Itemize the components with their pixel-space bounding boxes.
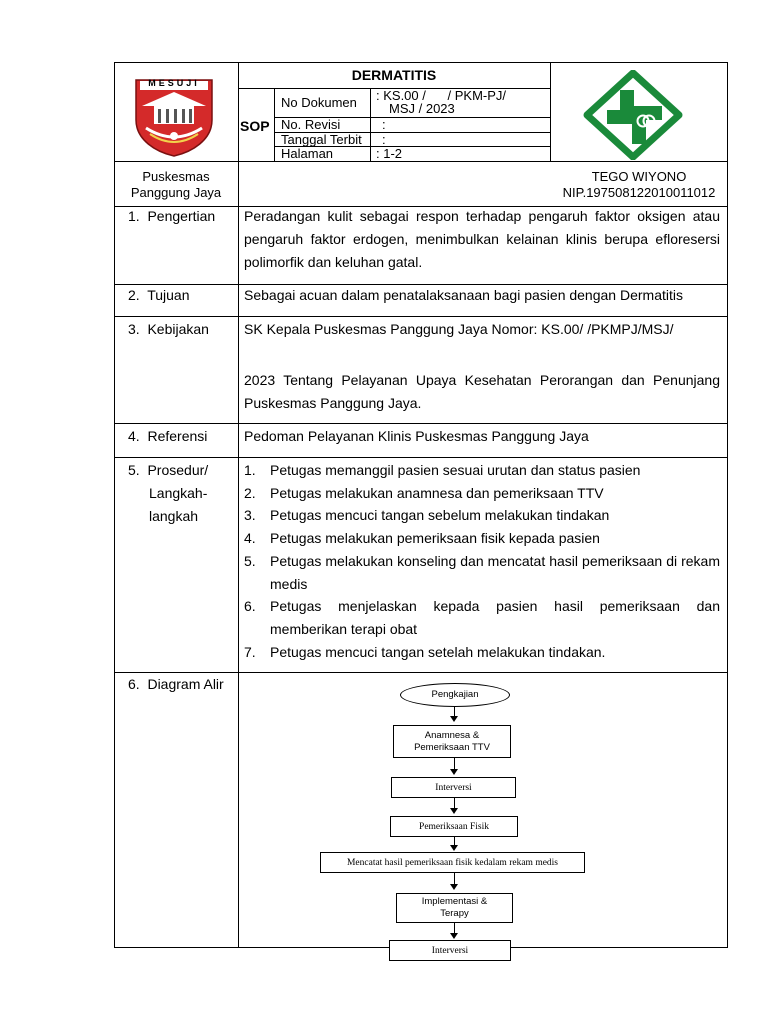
step-number: 1. [244,462,256,478]
flow-arrow [454,873,455,885]
halaman-value: : 1-2 [376,146,403,161]
tujuan-label: 2. Tujuan [128,287,190,303]
step-text: Petugas memanggil pasien sesuai urutan dan status pasien [270,462,641,478]
referensi-label: 4. Referensi [128,428,208,444]
flow-node-pemeriksaan-fisik: Pemeriksaan Fisik [390,816,518,837]
flow-node-interversi-1: Interversi [391,777,516,798]
step-number: 3. [244,507,256,524]
step-text: Petugas melakukan anamnesa dan pemeriksaan TTV [270,484,604,501]
no-dokumen-value: : KS.00 / / PKM-PJ/ [376,88,507,103]
flow-node-implementasi: Implementasi & Terapy [396,893,513,923]
list-item [244,550,720,595]
flow-node-pengkajian: Pengkajian [400,683,510,707]
signer-nip: NIP.197508122010011012 [562,185,716,200]
step-number: 7. [244,643,256,660]
flow-node-mencatat: Mencatat hasil pemeriksaan fisik kedalam rekam medis [320,852,585,873]
tujuan-text: Sebagai acuan dalam penatalaksanaan bagi pasien dengan Dermatitis [244,287,683,303]
pengertian-label: 1. Pengertian [128,208,216,224]
signer-name: TEGO WIYONO [591,169,687,184]
step-text: Petugas melakukan konseling dan mencatat hasil pemeriksaan di rekam medis [270,552,720,592]
step-text: Petugas mencuci tangan setelah melakukan tindakan. [270,643,606,660]
step-text: Petugas menjelaskan kepada pasien hasil pemeriksaan dan memberikan terapi obat [270,598,720,637]
step-text: Petugas melakukan pemeriksaan fisik kepada pasien [270,530,600,547]
logo-text: MESUJI [148,78,200,88]
list-item [244,641,720,664]
step-text: Petugas mencuci tangan sebelum melakukan tindakan [270,507,610,524]
referensi-text: Pedoman Pelayanan Klinis Puskesmas Panggung Jaya [244,428,589,444]
halaman-label: Halaman [281,146,334,161]
flow-node-anamnesa: Anamnesa & Pemeriksaan TTV [393,725,511,758]
flow-arrow [454,837,455,846]
document-title: DERMATITIS [351,67,437,83]
kebijakan-label: 3. Kebijakan [128,321,209,337]
list-item [244,527,720,550]
prosedur-label-2: Langkah- [149,485,208,501]
kebijakan-text-1: SK Kepala Puskesmas Panggung Jaya Nomor: KS.00/ /PKMPJ/MSJ/ [244,321,674,337]
no-dokumen-value-line2: MSJ / 2023 [389,101,455,116]
sop-label: SOP [240,118,270,134]
flow-arrow [454,798,455,809]
flow-arrow [454,758,455,770]
org-name-line1: Puskesmas [142,169,210,184]
step-number: 5. [244,552,256,569]
no-revisi-value: : [382,117,386,132]
diagram-label: 6. Diagram Alir [128,676,224,692]
flow-arrow [454,923,455,934]
step-number: 2. [244,484,256,501]
mesuji-logo [132,76,216,158]
puskesmas-logo [583,70,683,160]
kebijakan-text-2: 2023 Tentang Pelayanan Upaya Kesehatan Perorangan dan Penunjang Puskesmas Panggung Jaya. [244,372,720,411]
list-item [244,504,720,527]
prosedur-label-1: 5. Prosedur/ [128,462,209,478]
org-name-line2: Panggung Jaya [130,185,222,200]
step-number: 4. [244,530,256,547]
prosedur-steps [244,459,720,663]
list-item [244,595,720,640]
step-number: 6. [244,598,256,615]
no-dokumen-label: No Dokumen [281,95,357,110]
tanggal-terbit-value: : [382,132,386,147]
list-item [244,482,720,505]
list-item [244,459,720,482]
flow-node-interversi-2: Interversi [389,940,511,961]
pengertian-text: Peradangan kulit sebagai respon terhadap pengaruh faktor oksigen atau pengaruh faktor erdogen, menimbulkan kelainan klinis berupa efloresersi polimorfik dan keluhan gatal. [244,208,720,270]
prosedur-label-3: langkah [149,508,199,524]
flow-arrow [454,707,455,717]
tanggal-terbit-label: Tanggal Terbit [281,132,362,147]
no-revisi-label: No. Revisi [281,117,341,132]
